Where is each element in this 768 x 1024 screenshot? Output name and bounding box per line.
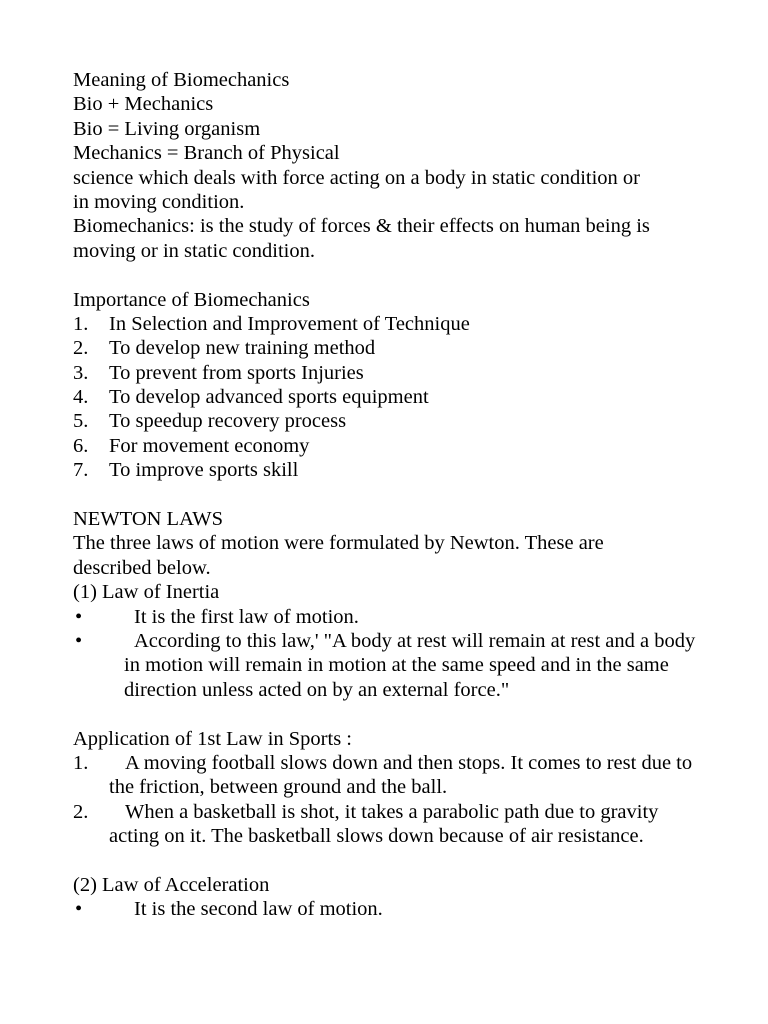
item-text: A moving football slows down and then stops. It comes to rest due to the friction, between ground and the ball. <box>109 752 693 799</box>
item-number: 3. <box>73 361 89 384</box>
document-body <box>73 68 713 922</box>
list-item <box>73 434 713 458</box>
list-item <box>73 458 713 482</box>
mechanics-definition-cont-1: science which deals with force acting on a body in static condition or <box>73 166 640 189</box>
importance-list <box>73 312 713 483</box>
item-number: 1. <box>73 312 89 335</box>
item-number: 2. <box>73 800 89 823</box>
item-text: To speedup recovery process <box>109 410 347 433</box>
bio-mechanics-line: Bio + Mechanics <box>73 93 214 116</box>
bullet-text: According to this law,' "A body at rest will remain at rest and a body in motion will remain in motion at the same speed and in the same direction unless acted on by an external force." <box>124 630 696 701</box>
bullet-icon: • <box>75 898 83 921</box>
bullet-text: It is the second law of motion. <box>134 898 383 921</box>
spacer <box>73 849 713 873</box>
item-text: To develop advanced sports equipment <box>109 386 429 409</box>
mechanics-definition: Mechanics = Branch of Physical <box>73 142 340 165</box>
item-number: 7. <box>73 459 89 482</box>
mechanics-definition-cont-2: in moving condition. <box>73 190 245 213</box>
bio-definition: Bio = Living organism <box>73 117 261 140</box>
item-text: To improve sports skill <box>109 459 299 482</box>
importance-heading: Importance of Biomechanics <box>73 288 310 311</box>
newton-intro-line-2: described below. <box>73 556 211 579</box>
item-number: 6. <box>73 434 89 457</box>
list-item <box>73 336 713 360</box>
spacer <box>73 702 713 726</box>
law-of-inertia-heading: (1) Law of Inertia <box>73 581 220 604</box>
biomechanics-definition: Biomechanics: is the study of forces & their effects on human being is <box>73 215 650 238</box>
bullet-item <box>73 629 713 702</box>
list-item <box>73 312 713 336</box>
item-text: In Selection and Improvement of Technique <box>109 312 470 335</box>
application-heading: Application of 1st Law in Sports : <box>73 727 353 750</box>
list-item <box>73 409 713 433</box>
meaning-heading: Meaning of Biomechanics <box>73 69 290 91</box>
newton-heading: NEWTON LAWS <box>73 508 223 531</box>
list-item <box>73 800 713 849</box>
biomechanics-definition-cont: moving or in static condition. <box>73 239 315 262</box>
item-text: To develop new training method <box>109 337 376 360</box>
bullet-icon: • <box>75 630 83 652</box>
item-text: When a basketball is shot, it takes a parabolic path due to gravity acting on it. The basketball slows down because of air resistance. <box>109 800 659 848</box>
item-number: 4. <box>73 386 89 409</box>
list-item <box>73 385 713 409</box>
item-number: 5. <box>73 410 89 433</box>
bullet-text: It is the first law of motion. <box>134 605 359 628</box>
law-of-acceleration-heading: (2) Law of Acceleration <box>73 874 270 897</box>
bullet-item <box>73 897 713 921</box>
item-text: For movement economy <box>109 434 310 457</box>
list-item <box>73 361 713 385</box>
list-item <box>73 751 713 800</box>
bullet-item <box>73 605 713 629</box>
newton-intro-line-1: The three laws of motion were formulated by Newton. These are <box>73 532 604 555</box>
item-text: To prevent from sports Injuries <box>109 361 364 384</box>
bullet-icon: • <box>75 605 83 628</box>
item-number: 2. <box>73 337 89 360</box>
spacer <box>73 263 713 287</box>
item-number: 1. <box>73 752 89 774</box>
spacer <box>73 483 713 507</box>
